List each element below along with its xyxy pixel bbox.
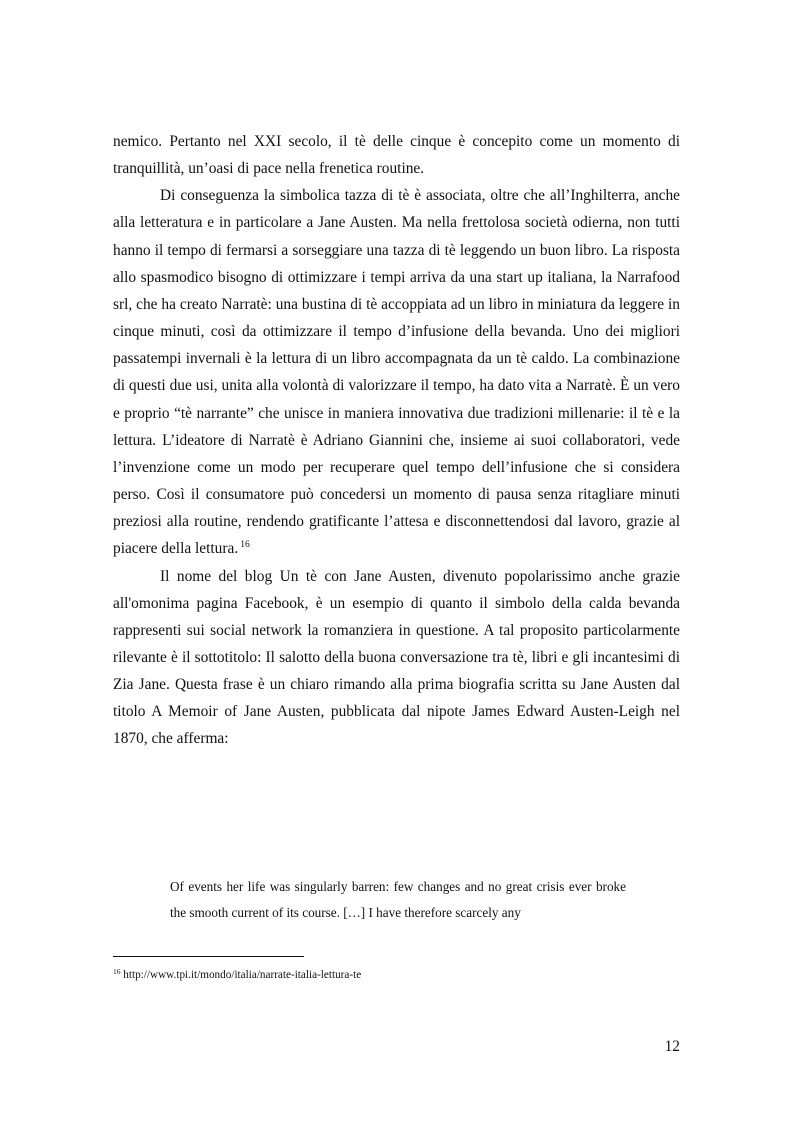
- paragraph-narrate-text: Di conseguenza la simbolica tazza di tè è associata, oltre che all’Inghilterra, anche alla letteratura e in particolare a Jane Austen. Ma nella frettolosa società odierna, non tutti hanno il tempo di fermarsi a sorseggiare una tazza di tè leggendo un buon libro. La risposta allo spasmodico bisogno di ottimizzare i tempi arriva da una start up italiana, la Narrafood srl, che ha creato Narratè: una bustina di tè accoppiata ad un libro in miniatura da leggere in cinque minuti, così da ottimizzare il tempo d’infusione della bevanda. Uno dei migliori passatempi invernali è la lettura di un libro accompagnata da un tè caldo. La combinazione di questi due usi, unita alla volontà di valorizzare il tempo, ha dato vita a Narratè. È un vero e proprio “tè narrante” che unisce in maniera innovativa due tradizioni millenarie: il tè e la lettura. L’ideatore di Narratè è Adriano Giannini che, insieme ai suoi collaboratori, vede l’invenzione come un modo per recuperare quel tempo dell’infusione che si considera perso. Così il consumatore può concedersi un momento di pausa senza ritagliare minuti preziosi alla routine, rendendo gratificante l’attesa e disconnettendosi dal lavoro, grazie al piacere della lettura.: [113, 187, 680, 558]
- footnote: [113, 968, 680, 982]
- footnote-reference: 16: [240, 540, 250, 551]
- paragraph-continuation: nemico. Pertanto nel XXI secolo, il tè delle cinque è concepito come un momento di tranquillità, un’oasi di pace nella frenetica routine.: [113, 133, 680, 178]
- footnote-separator: [113, 956, 304, 957]
- footnote-number: 16: [113, 967, 121, 976]
- paragraph-blog: Il nome del blog Un tè con Jane Austen, divenuto popolarissimo anche grazie all'omonima pagina Facebook, è un esempio di quanto il simbolo della calda bevanda rappresenti sui social network la romanziera in questione. A tal proposito particolarmente rilevante è il sottotitolo: Il salotto della buona conversazione tra tè, libri e gli incantesimi di Zia Jane. Questa frase è un chiaro rimando alla prima biografia scritta su Jane Austen dal titolo A Memoir of Jane Austen, pubblicata dal nipote James Edward Austen-Leigh nel 1870, che afferma:: [113, 567, 680, 748]
- footnote-link[interactable]: http://www.tpi.it/mondo/italia/narrate-italia-lettura-te: [123, 969, 362, 981]
- page-number: 12: [664, 1038, 680, 1055]
- block-quote-text: Of events her life was singularly barren: few changes and no great crisis ever broke the smooth current of its course. […] I have therefore scarcely any: [170, 879, 626, 920]
- paragraph-narrate: [113, 182, 680, 562]
- block-quote: [170, 874, 626, 926]
- body-text: [113, 128, 680, 753]
